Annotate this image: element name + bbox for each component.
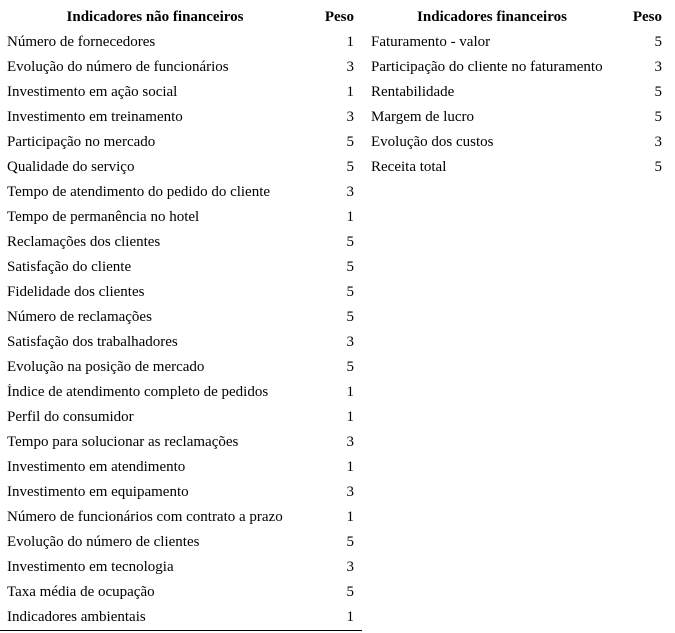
table-row — [0, 455, 362, 480]
indicator-label: Investimento em equipamento — [7, 484, 189, 500]
indicator-label: Participação no mercado — [7, 134, 156, 150]
nonfinancial-rows — [0, 30, 362, 630]
nonfinancial-indicators-column — [0, 5, 362, 631]
weight-value: 1 — [346, 209, 354, 225]
indicator-label: Tempo para solucionar as reclamações — [7, 434, 239, 450]
weight-value: 3 — [654, 134, 662, 150]
table-row — [0, 555, 362, 580]
weight-value: 3 — [346, 559, 354, 575]
indicator-label: Evolução do número de funcionários — [7, 59, 229, 75]
indicator-label: Tempo de atendimento do pedido do cliente — [7, 184, 271, 200]
indicator-label: Receita total — [371, 159, 447, 175]
table-row — [366, 80, 674, 105]
table-row — [0, 480, 362, 505]
nonfinancial-header-row — [0, 5, 362, 30]
table-row — [0, 605, 362, 630]
weight-value: 5 — [654, 84, 662, 100]
indicator-label: Qualidade do serviço — [7, 159, 135, 175]
financial-rows — [366, 30, 674, 180]
table-row — [0, 280, 362, 305]
indicator-label: Índice de atendimento completo de pedidos — [7, 384, 269, 400]
indicator-label: Evolução dos custos — [371, 134, 494, 150]
nonfinancial-header: Indicadores não financeiros — [66, 9, 244, 25]
table-row — [366, 55, 674, 80]
table-row — [0, 255, 362, 280]
table-row — [0, 105, 362, 130]
indicator-label: Investimento em atendimento — [7, 459, 186, 475]
weight-value: 1 — [346, 459, 354, 475]
weight-value: 5 — [346, 259, 354, 275]
table-row — [0, 80, 362, 105]
table-row — [0, 180, 362, 205]
table-row — [0, 205, 362, 230]
indicator-label: Perfil do consumidor — [7, 409, 134, 425]
indicator-label: Participação do cliente no faturamento — [371, 59, 603, 75]
indicator-label: Fidelidade dos clientes — [7, 284, 145, 300]
weight-value: 3 — [346, 109, 354, 125]
weight-value: 1 — [346, 34, 354, 50]
nonfinancial-peso-header: Peso — [324, 9, 354, 25]
financial-header: Indicadores financeiros — [417, 9, 567, 25]
indicator-label: Tempo de permanência no hotel — [7, 209, 200, 225]
weight-value: 1 — [346, 384, 354, 400]
weight-value: 5 — [346, 284, 354, 300]
weight-value: 3 — [346, 59, 354, 75]
table-row — [0, 505, 362, 530]
indicator-label: Satisfação do cliente — [7, 259, 132, 275]
indicator-label: Faturamento - valor — [371, 34, 491, 50]
indicator-label: Investimento em treinamento — [7, 109, 183, 125]
table-row — [0, 405, 362, 430]
weight-value: 3 — [346, 334, 354, 350]
table-row — [0, 30, 362, 55]
financial-peso-header: Peso — [632, 9, 662, 25]
weight-value: 5 — [654, 34, 662, 50]
table-row — [0, 55, 362, 80]
weight-value: 1 — [346, 609, 354, 625]
weight-value: 5 — [346, 584, 354, 600]
weight-value: 1 — [346, 84, 354, 100]
indicator-label: Número de funcionários com contrato a prazo — [7, 509, 283, 525]
weight-value: 5 — [346, 159, 354, 175]
table-row — [0, 155, 362, 180]
indicator-label: Satisfação dos trabalhadores — [7, 334, 178, 350]
weight-value: 3 — [654, 59, 662, 75]
weight-value: 5 — [346, 359, 354, 375]
table-row — [0, 130, 362, 155]
financial-header-row — [366, 5, 674, 30]
weight-value: 3 — [346, 184, 354, 200]
weight-value: 1 — [346, 509, 354, 525]
weight-value: 5 — [654, 159, 662, 175]
table-row — [0, 305, 362, 330]
weight-value: 5 — [346, 309, 354, 325]
table-row — [0, 580, 362, 605]
table-row — [366, 155, 674, 180]
weight-value: 1 — [346, 409, 354, 425]
indicator-label: Número de fornecedores — [7, 34, 156, 50]
weight-value: 5 — [346, 534, 354, 550]
indicator-label: Indicadores ambientais — [7, 609, 146, 625]
weight-value: 3 — [346, 434, 354, 450]
table-row — [0, 380, 362, 405]
indicator-label: Evolução na posição de mercado — [7, 359, 205, 375]
weight-value: 5 — [346, 134, 354, 150]
indicator-label: Margem de lucro — [371, 109, 475, 125]
table-row — [0, 530, 362, 555]
table-row — [366, 30, 674, 55]
indicator-label: Investimento em tecnologia — [7, 559, 174, 575]
indicator-label: Rentabilidade — [371, 84, 455, 100]
weight-value: 5 — [654, 109, 662, 125]
indicator-label: Evolução do número de clientes — [7, 534, 200, 550]
indicator-label: Taxa média de ocupação — [7, 584, 155, 600]
weight-value: 3 — [346, 484, 354, 500]
table-row — [366, 130, 674, 155]
financial-indicators-column — [366, 5, 674, 180]
weight-value: 5 — [346, 234, 354, 250]
indicator-label: Número de reclamações — [7, 309, 152, 325]
table-row — [0, 330, 362, 355]
table-row — [366, 105, 674, 130]
table-row — [0, 230, 362, 255]
indicator-label: Investimento em ação social — [7, 84, 178, 100]
indicator-label: Reclamações dos clientes — [7, 234, 161, 250]
table-row — [0, 355, 362, 380]
table-row — [0, 430, 362, 455]
